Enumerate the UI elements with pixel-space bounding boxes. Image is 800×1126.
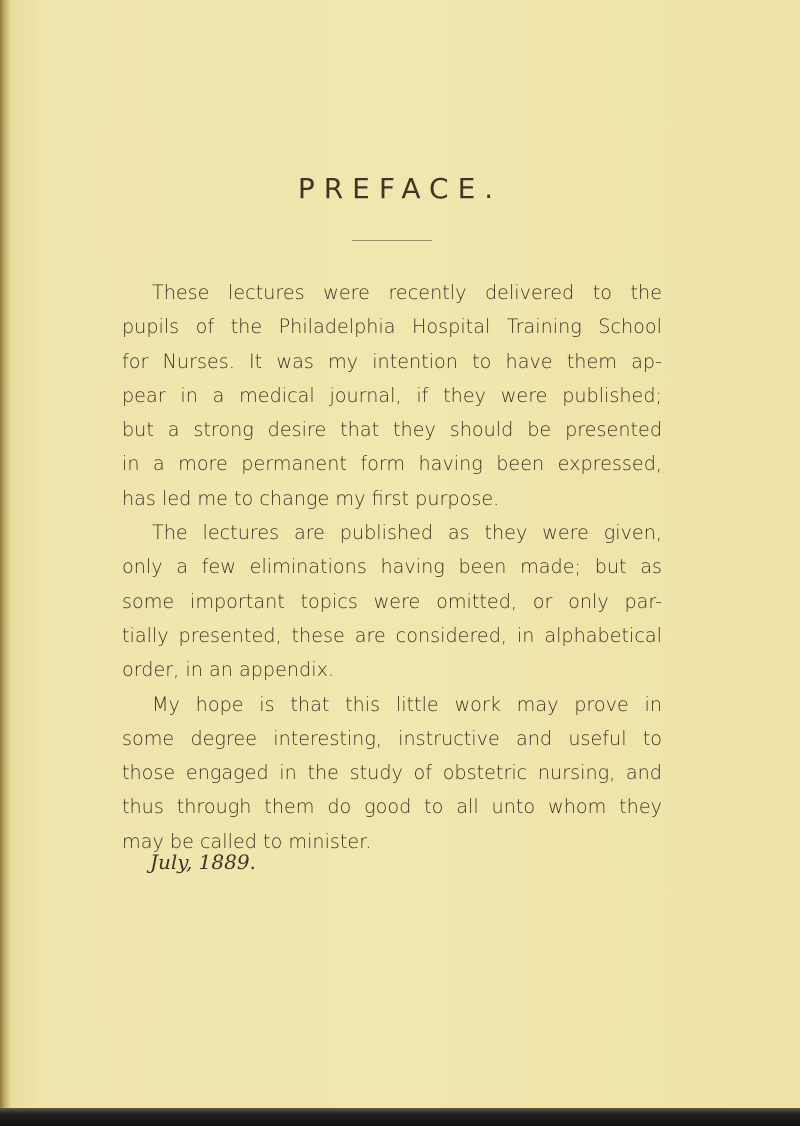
text-line: The lectures are published as they were given, [152,521,662,545]
page-spine-shadow [0,0,10,1126]
text-line: My hope is that this little work may prove in [152,692,662,716]
text-line: those engaged in the study of obstetric nursing, and [122,761,662,785]
text-line: in a more permanent form having been expressed, [122,452,662,476]
text-line: tially presented, these are considered, in alphabetical [122,623,662,647]
page-bottom-edge [0,1108,800,1126]
text-line: pupils of the Philadelphia Hospital Training School [122,315,662,339]
text-line: has led me to change my first purpose. [122,486,500,510]
text-line: These lectures were recently delivered to the [152,281,662,304]
text-line: pear in a medical journal, if they were published; [122,383,662,407]
text-line: only a few eliminations having been made; but as [122,555,662,579]
text-line: some important topics were omitted, or only par- [122,589,662,613]
text-line: order, in an appendix. [122,658,335,682]
text-line: thus through them do good to all unto whom they [122,795,662,819]
preface-body [122,276,662,859]
text-line: but a strong desire that they should be presented [122,418,662,442]
text-line: for Nurses. It was my intention to have them ap- [122,349,662,373]
text-line: some degree interesting, instructive and useful to [122,726,662,750]
title-rule-divider [352,240,432,241]
text-line: may be called to minister. [122,829,372,853]
page-title: PREFACE. [297,172,503,205]
preface-date: July, 1889. [150,850,256,874]
